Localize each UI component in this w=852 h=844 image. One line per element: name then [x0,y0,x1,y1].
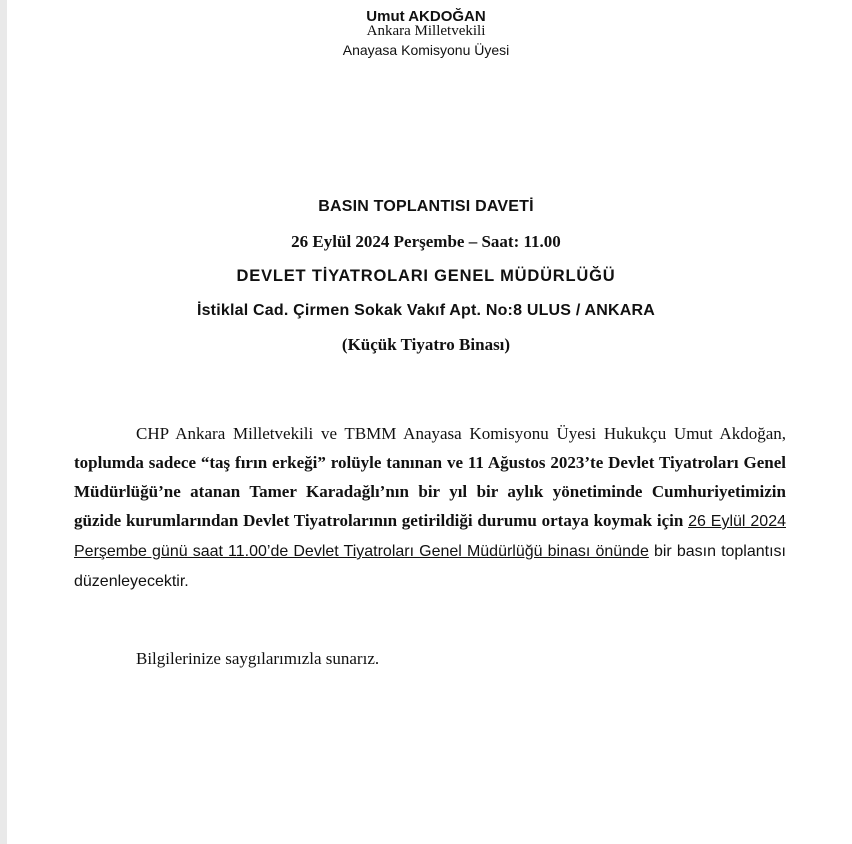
body-paragraph [74,419,786,596]
body-text-end: bir basın toplantısı düzenleyecektir. [74,543,786,590]
mp-committee: Anayasa Komisyonu Üyesi [342,42,510,58]
body-text-intro: CHP Ankara Milletvekili ve TBMM Anayasa Komisyonu Üyesi Hukukçu Umut Akdoğan, [136,424,786,443]
letterhead [0,8,852,60]
mp-name: Umut AKDOĞAN [366,8,486,22]
invitation-building: (Küçük Tiyatro Binası) [341,335,511,354]
mp-role: Ankara Milletvekili [366,23,486,39]
closing-line: Bilgilerinize saygılarımızla sunarız. [136,649,380,668]
page-left-edge [0,0,7,844]
invitation-institution: DEVLET TİYATROLARI GENEL MÜDÜRLÜĞÜ [236,267,616,285]
body-text-meeting-details: 26 Eylül 2024 Perşembe günü saat 11.00’de Devlet Tiyatroları Genel Müdürlüğü binası önünde [74,513,786,560]
body-text-main: toplumda sadece “taş fırın erkeği” rolüyle tanınan ve 11 Ağustos 2023’te Devlet Tiyatroları Genel Müdürlüğü’ne atanan Tamer Karadağlı’nın bir yıl bir aylık yönetiminde Cumhuriyetimizin güzide kurumlarından Devlet Tiyatrolarının getirildiği durumu ortaya koymak için [74,453,786,530]
invitation-date-time: 26 Eylül 2024 Perşembe – Saat: 11.00 [291,231,561,251]
invitation-address: İstiklal Cad. Çirmen Sokak Vakıf Apt. No:8 ULUS / ANKARA [196,301,656,319]
invitation-title: BASIN TOPLANTISI DAVETİ [318,198,534,215]
invitation-heading [0,190,852,363]
